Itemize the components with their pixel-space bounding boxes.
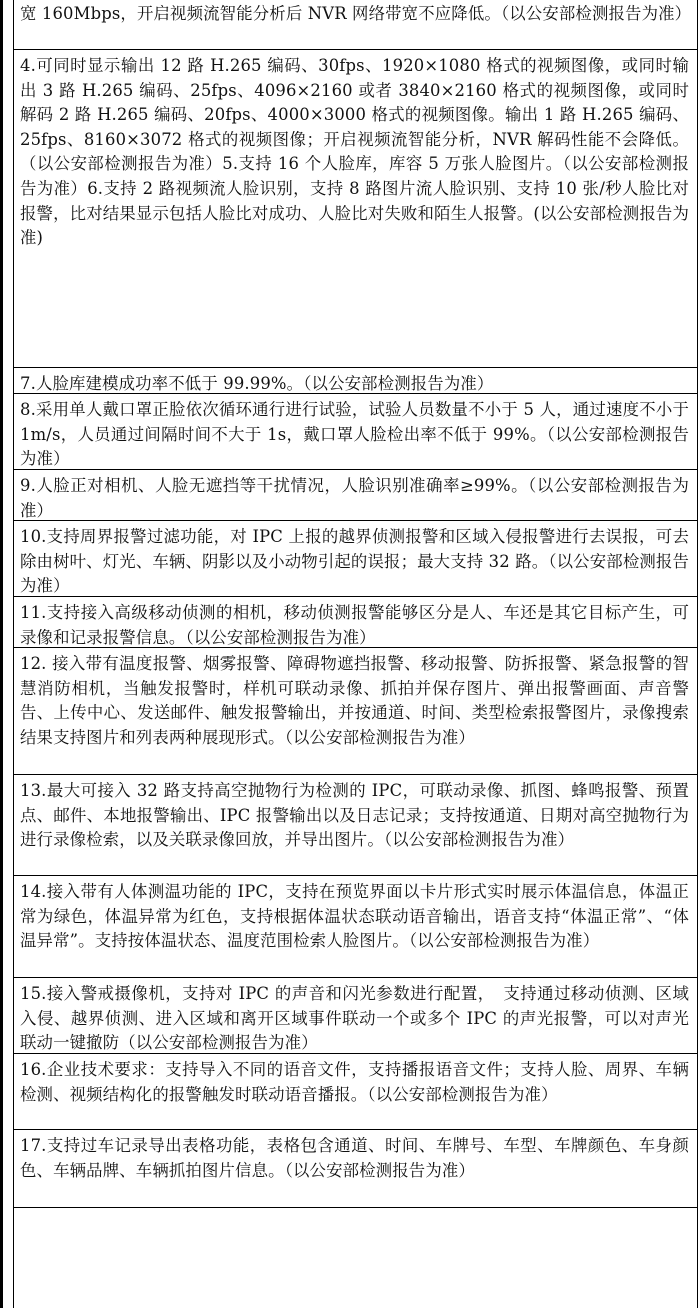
spec-row-display-output: 4.可同时显示输出 12 路 H.265 编码、30fps、1920×1080 格式的视频图像，或同时输出 3 路 H.265 编码、25fps、4096×2160 或者 3840×2160 格式的视频图像，或同时解码 2 路 H.265 编码、20fps、4000×3000 格式的视频图像。输出 1 路 H.265 编码、25fps、8160×3072 格式的视频图像；开启视频流智能分析，NVR 解码性能不会降低。（以公安部检测报告为准）5.支持 16 个人脸库，库容 5 万张人脸图片。（以公安部检测报告为准）6.支持 2 路视频流人脸识别，支持 8 路图片流人脸识别、支持 10 张/秒人脸比对报警，比对结果显示包括人脸比对成功、人脸比对失败和陌生人报警。(以公安部检测报告为准)	[14, 50, 697, 368]
spec-row-object-throwing: 13.最大可接入 32 路支持高空抛物行为检测的 IPC，可联动录像、抓图、蜂鸣报警、预置点、邮件、本地报警输出、IPC 报警输出以及日志记录；支持按通道、日期对高空抛物行为进行录像检索，以及关联录像回放，并导出图片。（以公安部检测报告为准）	[14, 775, 697, 876]
spec-row-face-accuracy: 9.人脸正对相机、人脸无遮挡等干扰情况，人脸识别准确率≥99%。（以公安部检测报告为准）	[14, 470, 697, 521]
spec-row-bandwidth: 宽 160Mbps，开启视频流智能分析后 NVR 网络带宽不应降低。（以公安部检测报告为准）	[14, 0, 697, 50]
spec-row-masked-face: 8.采用单人戴口罩正脸依次循环通行进行试验，试验人员数量不小于 5 人，通过速度不小于 1m/s，人员通过间隔时间不大于 1s，戴口罩人脸检出率不低于 99%。（以公安部检测报告为准）	[14, 394, 697, 470]
spec-row-temperature: 14.接入带有人体测温功能的 IPC，支持在预览界面以卡片形式实时展示体温信息，体温正常为绿色，体温异常为红色，支持根据体温状态联动语音输出，语音支持“体温正常”、“体温异常”。支持按体温状态、温度范围检索人脸图片。（以公安部检测报告为准）	[14, 876, 697, 978]
spec-row-fire-camera: 12. 接入带有温度报警、烟雾报警、障碍物遮挡报警、移动报警、防拆报警、紧急报警的智慧消防相机，当触发报警时，样机可联动录像、抓拍并保存图片、弹出报警画面、声音警告、上传中心、发送邮件、触发报警输出，并按通道、时间、类型检索报警图片，录像搜索结果支持图片和列表两种展现形式。（以公安部检测报告为准）	[14, 648, 697, 775]
spec-row-voice-broadcast: 16.企业技术要求：支持导入不同的语音文件，支持播报语音文件；支持人脸、周界、车辆检测、视频结构化的报警触发时联动语音播报。（以公安部检测报告为准）	[14, 1054, 697, 1130]
spec-row-alert-camera: 15.接入警戒摄像机，支持对 IPC 的声音和闪光参数进行配置， 支持通过移动侦测、区域入侵、越界侦测、进入区域和离开区域事件联动一个或多个 IPC 的声光报警，可以对声光联动一键撤防（以公安部检测报告为准）	[14, 978, 697, 1054]
table-left-border	[0, 0, 3, 1308]
spec-row-perimeter-filter: 10.支持周界报警过滤功能，对 IPC 上报的越界侦测报警和区域入侵报警进行去误报，可去除由树叶、灯光、车辆、阴影以及小动物引起的误报；最大支持 32 路。（以公安部检测报告为准）	[14, 521, 697, 597]
spec-cell	[14, 0, 697, 1308]
spec-row-vehicle-export: 17.支持过车记录导出表格功能，表格包含通道、时间、车牌号、车型、车牌颜色、车身颜色、车辆品牌、车辆抓拍图片信息。（以公安部检测报告为准）	[14, 1130, 697, 1208]
spec-row-face-modeling: 7.人脸库建模成功率不低于 99.99%。（以公安部检测报告为准）	[14, 368, 697, 394]
spec-row-motion-detection: 11.支持接入高级移动侦测的相机，移动侦测报警能够区分是人、车还是其它目标产生，可录像和记录报警信息。（以公安部检测报告为准）	[14, 597, 697, 648]
